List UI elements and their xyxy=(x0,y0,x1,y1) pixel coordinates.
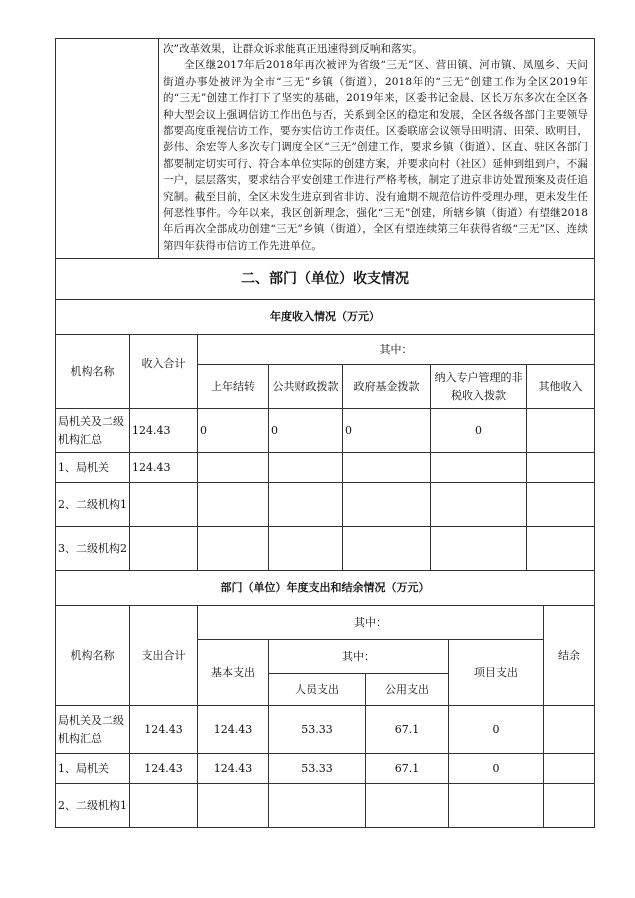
narrative-cell xyxy=(159,39,595,259)
row-name: 1、局机关 xyxy=(56,754,130,784)
row-cell xyxy=(527,409,595,453)
row-cell xyxy=(269,527,343,571)
row-project xyxy=(449,784,544,828)
row-cell: 0 xyxy=(198,409,269,453)
row-total: 124.43 xyxy=(130,409,198,453)
row-cell xyxy=(527,453,595,483)
expense-col-project: 项目支出 xyxy=(449,640,544,706)
row-cell xyxy=(527,483,595,527)
table-row xyxy=(56,784,595,828)
table-row xyxy=(56,706,595,754)
income-col-nontax: 纳入专户管理的非税收入拨款 xyxy=(431,365,527,409)
table-row xyxy=(56,409,595,453)
row-basic: 124.43 xyxy=(198,754,269,784)
income-col-carryover: 上年结转 xyxy=(198,365,269,409)
row-basic xyxy=(198,784,269,828)
row-total: 124.43 xyxy=(130,706,198,754)
row-total xyxy=(130,483,198,527)
row-cell xyxy=(431,527,527,571)
income-table xyxy=(55,258,595,571)
income-col-group: 其中： xyxy=(198,335,595,365)
row-cell xyxy=(269,453,343,483)
row-cell xyxy=(431,453,527,483)
expense-col-basic: 基本支出 xyxy=(198,640,269,706)
row-balance xyxy=(544,706,595,754)
row-public: 67.1 xyxy=(366,754,449,784)
expense-col-total: 支出合计 xyxy=(130,606,198,706)
row-cell: 0 xyxy=(343,409,431,453)
expense-col-org: 机构名称 xyxy=(56,606,130,706)
row-balance xyxy=(544,784,595,828)
row-name: 局机关及二级机构汇总 xyxy=(56,706,130,754)
row-project: 0 xyxy=(449,706,544,754)
row-total xyxy=(130,527,198,571)
row-public: 67.1 xyxy=(366,706,449,754)
row-cell xyxy=(343,453,431,483)
row-personnel xyxy=(269,784,366,828)
narrative-table xyxy=(55,38,595,259)
table-row xyxy=(56,483,595,527)
row-total: 124.43 xyxy=(130,453,198,483)
expense-col-personnel: 人员支出 xyxy=(269,674,366,706)
expense-table xyxy=(55,570,595,828)
table-row xyxy=(56,754,595,784)
row-personnel: 53.33 xyxy=(269,706,366,754)
row-cell xyxy=(431,483,527,527)
table-row xyxy=(56,453,595,483)
table-row xyxy=(56,527,595,571)
row-total: 124.43 xyxy=(130,754,198,784)
row-name: 局机关及二级机构汇总 xyxy=(56,409,130,453)
expense-col-group: 其中： xyxy=(198,606,544,640)
expense-col-public: 公用支出 xyxy=(366,674,449,706)
income-col-total: 收入合计 xyxy=(130,335,198,409)
narrative-left-cell xyxy=(56,39,159,259)
expense-col-basic-group: 其中： xyxy=(269,640,449,674)
row-cell xyxy=(527,527,595,571)
row-cell xyxy=(198,483,269,527)
row-name: 1、局机关 xyxy=(56,453,130,483)
income-col-public-finance: 公共财政拨款 xyxy=(269,365,343,409)
row-cell: 0 xyxy=(269,409,343,453)
income-col-gov-fund: 政府基金拨款 xyxy=(343,365,431,409)
row-project: 0 xyxy=(449,754,544,784)
income-col-other: 其他收入 xyxy=(527,365,595,409)
row-basic: 124.43 xyxy=(198,706,269,754)
expense-table-title: 部门（单位）年度支出和结余情况（万元） xyxy=(56,571,595,606)
document-page xyxy=(55,38,594,828)
row-cell xyxy=(269,483,343,527)
row-balance xyxy=(544,754,595,784)
section-title: 二、部门（单位）收支情况 xyxy=(56,259,595,300)
row-personnel: 53.33 xyxy=(269,754,366,784)
narrative-paragraph: 全区继2017年后2018年再次被评为省级“三无”区、营田镇、河市镇、凤凰乡、天问街道办事处被评为全市“三无”乡镇（街道），2018年的“三无”创建工作为全区2019年的“三无”创建工作打下了坚实的基础，2019年来，区委书记金晨、区长万东多次在全区各种大型会议上强调信访工作出色与否，关系到全区的稳定和发展，全区各级各部门主要领导都要高度重视信访工作，要夯实信访工作责任。区委联席会议领导田明清、田荣、欧明目，彭伟、余宏等人多次专门调度全区“三无”创建工作，要求乡镇（街道）、区直、驻区各部门都要制定切实可行、符合本单位实际的创建方案，并要求向村（社区）延伸到组到户，不漏一户，层层落实，要求结合平安创建工作进行严格考核，制定了进京非访处置预案及责任追究制。截至目前，全区未发生进京到省非访、没有逾期不规范信访件受理办理，更未发生任何恶性事件。今年以来，我区创新理念，强化“三无”创建，所辖乡镇（街道）有望继2018年后再次全部成功创建“三无”乡镇（街道），全区有望连续第三年获得省级“三无”区、连续第四年获得市信访工作先进单位。 xyxy=(163,59,588,252)
row-cell xyxy=(198,453,269,483)
row-name: 2、二级机构1 xyxy=(56,483,130,527)
row-public xyxy=(366,784,449,828)
row-cell: 0 xyxy=(431,409,527,453)
row-cell xyxy=(343,483,431,527)
row-cell xyxy=(198,527,269,571)
income-col-org: 机构名称 xyxy=(56,335,130,409)
income-table-title: 年度收入情况（万元） xyxy=(56,300,595,335)
row-cell xyxy=(343,527,431,571)
row-total xyxy=(130,784,198,828)
narrative-paragraph: 次”改革效果，让群众诉求能真正迅速得到反响和落实。 xyxy=(163,43,423,55)
expense-col-balance: 结余 xyxy=(544,606,595,706)
row-name: 3、二级机构2 xyxy=(56,527,130,571)
row-name: 2、二级机构1 xyxy=(56,784,130,828)
